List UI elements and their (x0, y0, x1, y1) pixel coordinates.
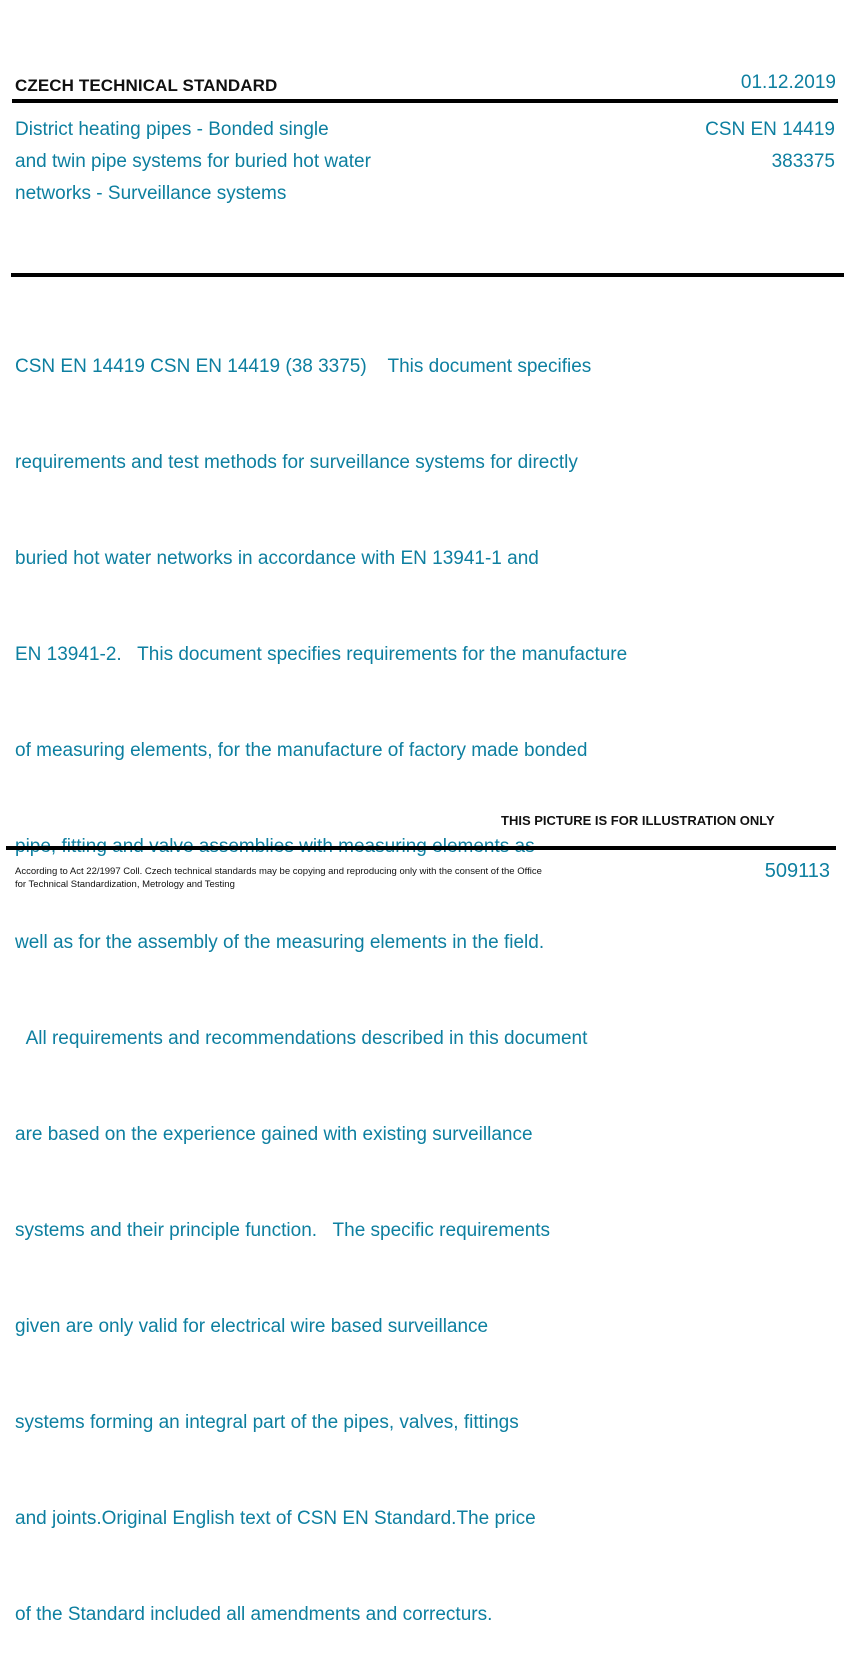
document-description (15, 287, 715, 1663)
description-line: are based on the experience gained with existing surveillance (15, 1124, 533, 1145)
publication-date: 01.12.2019 (740, 72, 836, 93)
description-line: CSN EN 14419 CSN EN 14419 (38 3375) This document specifies (15, 356, 592, 377)
title-line: District heating pipes - Bonded single (15, 119, 329, 140)
description-line: requirements and test methods for surveillance systems for directly (15, 452, 578, 473)
document-title (15, 114, 455, 210)
title-divider (11, 273, 844, 277)
standard-code: CSN EN 14419 (705, 119, 835, 140)
description-line: of the Standard included all amendments and correcturs. (15, 1604, 493, 1625)
header-divider (12, 99, 838, 103)
description-line: and joints.Original English text of CSN EN Standard.The price (15, 1508, 536, 1529)
description-line: of measuring elements, for the manufacture of factory made bonded (15, 740, 588, 761)
description-line: given are only valid for electrical wire based surveillance (15, 1316, 489, 1337)
standard-identifier (705, 114, 835, 178)
standard-type-heading: CZECH TECHNICAL STANDARD (15, 76, 278, 95)
illustration-disclaimer: THIS PICTURE IS FOR ILLUSTRATION ONLY (501, 813, 775, 828)
title-line: and twin pipe systems for buried hot water (15, 151, 371, 172)
legal-line: for Technical Standardization, Metrology and Testing (15, 879, 235, 890)
title-line: networks - Surveillance systems (15, 183, 287, 204)
description-line: well as for the assembly of the measuring elements in the field. (15, 932, 545, 953)
classification-number: 383375 (771, 151, 835, 172)
document-number: 509113 (764, 860, 830, 882)
footer-divider (6, 846, 836, 850)
legal-line: According to Act 22/1997 Coll. Czech technical standards may be copying and reproducing only with the consent of the Office (15, 866, 542, 877)
description-line: All requirements and recommendations described in this document (15, 1028, 588, 1049)
description-line: EN 13941-2. This document specifies requirements for the manufacture (15, 644, 628, 665)
description-line: buried hot water networks in accordance with EN 13941-1 and (15, 548, 539, 569)
description-line: systems and their principle function. The specific requirements (15, 1220, 551, 1241)
legal-notice (15, 865, 595, 891)
description-line: systems forming an integral part of the pipes, valves, fittings (15, 1412, 519, 1433)
